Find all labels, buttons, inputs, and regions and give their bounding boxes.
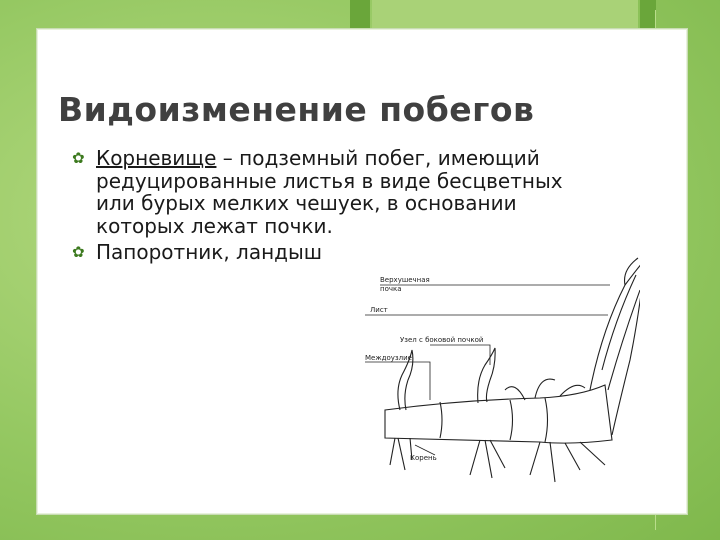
rhizome-stem (385, 385, 612, 443)
rhizome-illustration (340, 250, 640, 500)
bullet-list (70, 147, 590, 264)
root-mark (390, 438, 412, 470)
small-shoot (478, 348, 496, 403)
bullet-item (70, 147, 590, 237)
label-leaf: Лист (370, 306, 388, 314)
label-apical-bud: Верхушечная (380, 276, 430, 284)
label-internode: Междоузлие (365, 354, 412, 362)
label-root: Корень (410, 454, 437, 462)
leaf-bullet-icon: ✿ (72, 149, 85, 167)
leaf-bullet-icon: ✿ (72, 243, 85, 261)
slide-title: Видоизменение побегов (58, 90, 535, 129)
root-mark (505, 379, 585, 400)
node-mark (510, 400, 513, 440)
label-line (430, 345, 490, 365)
bullet-text: – подземный побег, имеющий редуцированные листья в виде бесцветных или бурых мелких чешуек, в основании которых лежат почки. (96, 146, 563, 238)
terminal-shoot (590, 260, 640, 435)
root-mark (530, 442, 605, 482)
label-apical-bud: почка (380, 285, 402, 293)
bullet-text: Папоротник, ландыш (96, 240, 323, 264)
root-mark (470, 440, 505, 478)
node-mark (440, 402, 442, 438)
term-rhizome: Корневище (96, 146, 217, 170)
leaf-sheath (608, 290, 640, 390)
node-mark (545, 398, 548, 442)
label-node: Узел с боковой почкой (400, 336, 484, 344)
